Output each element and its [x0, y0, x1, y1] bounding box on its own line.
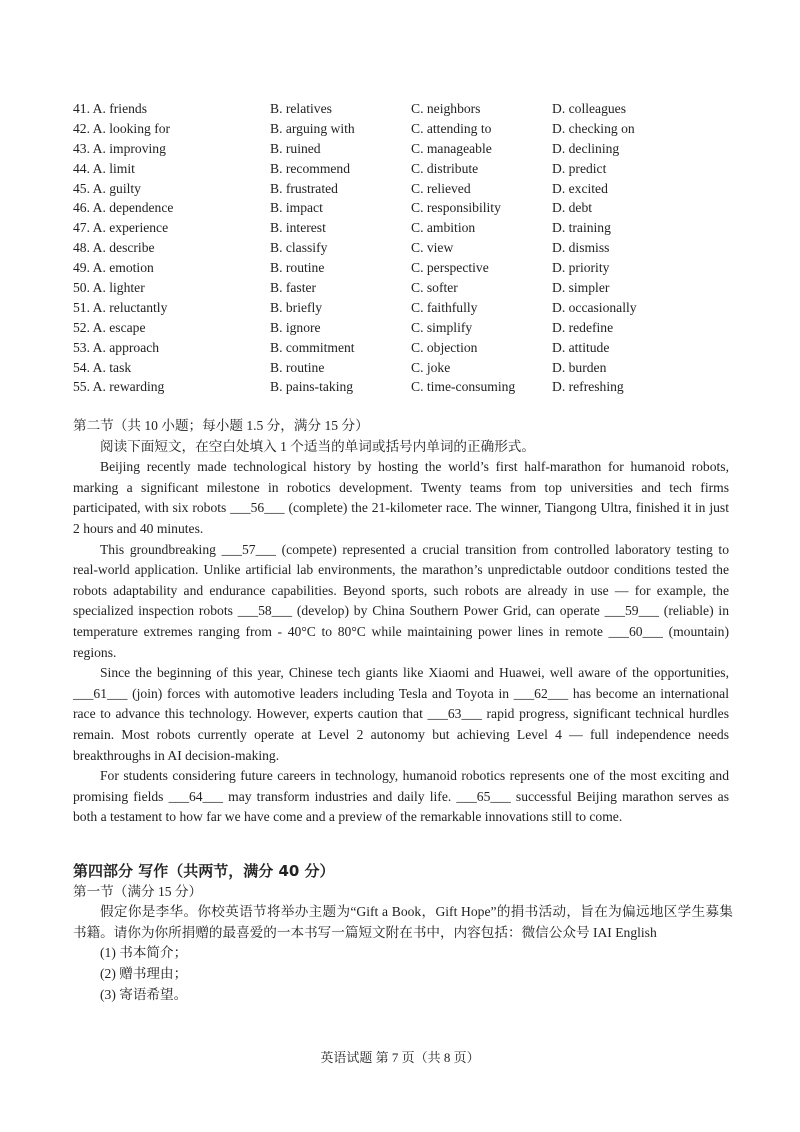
option-row	[73, 218, 672, 238]
prompt-item: (2) 赠书理由；	[100, 965, 188, 981]
option-c: C. view	[411, 240, 454, 256]
option-b: B. routine	[270, 260, 325, 276]
option-d: D. priority	[552, 260, 610, 276]
part-4-writing	[73, 861, 733, 1005]
option-b: B. frustrated	[270, 180, 338, 196]
option-row	[73, 318, 672, 338]
option-row	[73, 278, 672, 298]
option-row	[73, 258, 672, 278]
option-a: 55. A. rewarding	[73, 379, 165, 395]
option-a: 45. A. guilty	[73, 180, 141, 196]
option-d: D. dismiss	[552, 240, 610, 256]
option-d: D. refreshing	[552, 379, 624, 395]
instruction: 阅读下面短文，在空白处填入 1 个适当的单词或括号内单词的正确形式。	[100, 438, 535, 454]
option-a: 43. A. improving	[73, 140, 166, 156]
prompt-item: (3) 寄语希望。	[100, 986, 188, 1002]
option-d: D. training	[552, 220, 611, 236]
option-c: C. faithfully	[411, 299, 478, 315]
part-heading: 第四部分 写作（共两节，满分 40 分）	[73, 862, 335, 880]
option-c: C. manageable	[411, 140, 492, 156]
option-b: B. briefly	[270, 299, 323, 315]
option-a: 50. A. lighter	[73, 280, 145, 296]
option-row	[73, 338, 672, 358]
writing-prompt: 假定你是李华。你校英语节将举办主题为“Gift a Book，Gift Hope”的捐书活动，旨在为偏远地区学生募集书籍。请你为你所捐赠的最喜爱的一本书写一篇短文附在书中，内容包括：微信公众号 IAI English	[73, 904, 733, 940]
option-d: D. redefine	[552, 319, 614, 335]
option-c: C. attending to	[411, 120, 492, 136]
option-row	[73, 139, 672, 159]
option-c: C. joke	[411, 359, 451, 375]
option-c: C. time-consuming	[411, 379, 516, 395]
passage-paragraph: Beijing recently made technological history by hosting the world’s first half-marathon for humanoid robots, marking a significant milestone in robotics development. Twenty teams from top universities and tech firms participated, with six robots ___56___ (complete) the 21-kilometer race. The winner, Tiangong Ultra, finished it in just 2 hours and 40 minutes.	[73, 459, 729, 536]
option-row	[73, 119, 672, 139]
option-b: B. ruined	[270, 140, 321, 156]
option-row	[73, 99, 672, 119]
option-a: 44. A. limit	[73, 160, 135, 176]
option-c: C. softer	[411, 280, 458, 296]
option-c: C. relieved	[411, 180, 471, 196]
option-c: C. responsibility	[411, 200, 501, 216]
option-a: 42. A. looking for	[73, 120, 171, 136]
option-row	[73, 298, 672, 318]
option-c: C. objection	[411, 339, 478, 355]
option-b: B. impact	[270, 200, 323, 216]
option-d: D. attitude	[552, 339, 610, 355]
option-row	[73, 198, 672, 218]
option-d: D. excited	[552, 180, 608, 196]
option-row	[73, 159, 672, 179]
option-a: 51. A. reluctantly	[73, 299, 168, 315]
option-a: 41. A. friends	[73, 101, 148, 116]
subsection-heading: 第一节（满分 15 分）	[73, 883, 203, 899]
page-footer: 英语试题 第 7 页（共 8 页）	[320, 1050, 480, 1065]
section-2	[73, 416, 729, 828]
option-row	[73, 238, 672, 258]
option-c: C. neighbors	[411, 101, 481, 116]
passage-paragraph: Since the beginning of this year, Chinese tech giants like Xiaomi and Huawei, well aware of the opportunities, ___61___ (join) forces with automotive leaders including Tesla and Toyota in ___62___ has become an international race to advance this technology. However, experts caution that ___63___ rapid progress, significant technical hurdles remain. Most robots currently operate at Level 2 autonomy but achieving Level 4 — full independence needs breakthroughs in AI decision-making.	[73, 665, 729, 763]
option-b: B. commitment	[270, 339, 355, 355]
option-d: D. declining	[552, 140, 620, 156]
option-row	[73, 377, 672, 397]
option-c: C. distribute	[411, 160, 479, 176]
option-c: C. simplify	[411, 319, 473, 335]
options-table	[73, 99, 672, 397]
option-a: 48. A. describe	[73, 240, 155, 256]
option-b: B. pains-taking	[270, 379, 354, 395]
option-a: 49. A. emotion	[73, 260, 154, 276]
option-a: 46. A. dependence	[73, 200, 174, 216]
option-b: B. relatives	[270, 101, 332, 116]
section-heading: 第二节（共 10 小题；每小题 1.5 分，满分 15 分）	[73, 418, 369, 433]
option-b: B. recommend	[270, 160, 351, 176]
option-d: D. occasionally	[552, 299, 637, 315]
option-b: B. faster	[270, 280, 317, 296]
option-b: B. arguing with	[270, 120, 355, 136]
option-c: C. perspective	[411, 260, 489, 276]
prompt-item: (1) 书本简介；	[100, 945, 188, 961]
passage-paragraph: For students considering future careers in technology, humanoid robotics represents one of the most exciting and promising fields ___64___ may transform industries and daily life. ___65___ successful Beijing marathon serves as both a testament to how far we have come and a preview of the remarkable innovations still to come.	[73, 768, 729, 825]
option-b: B. interest	[270, 220, 326, 236]
option-d: D. checking on	[552, 120, 635, 136]
option-a: 53. A. approach	[73, 339, 160, 355]
option-d: D. burden	[552, 359, 607, 375]
option-row	[73, 358, 672, 378]
option-a: 47. A. experience	[73, 220, 169, 236]
option-d: D. debt	[552, 200, 593, 216]
option-c: C. ambition	[411, 220, 476, 236]
option-row	[73, 179, 672, 199]
option-b: B. classify	[270, 240, 328, 256]
option-a: 54. A. task	[73, 359, 132, 375]
option-b: B. ignore	[270, 319, 321, 335]
option-b: B. routine	[270, 359, 325, 375]
option-d: D. predict	[552, 160, 607, 176]
option-a: 52. A. escape	[73, 319, 146, 335]
option-d: D. colleagues	[552, 101, 626, 116]
option-d: D. simpler	[552, 280, 610, 296]
passage-paragraph: This groundbreaking ___57___ (compete) represented a crucial transition from controlled laboratory testing to real-world application. Unlike artificial lab environments, the marathon’s unpredictable outdoor conditions tested the robots adaptability and endurance capabilities. Beyond sports, such robots are already in use — for example, the specialized inspection robots ___58___ (develop) by China Southern Power Grid, can operate ___59___ (reliable) in temperature extremes ranging from - 40°C to 80°C while maintaining power lines in remote ___60___ (mountain) regions.	[73, 541, 729, 660]
